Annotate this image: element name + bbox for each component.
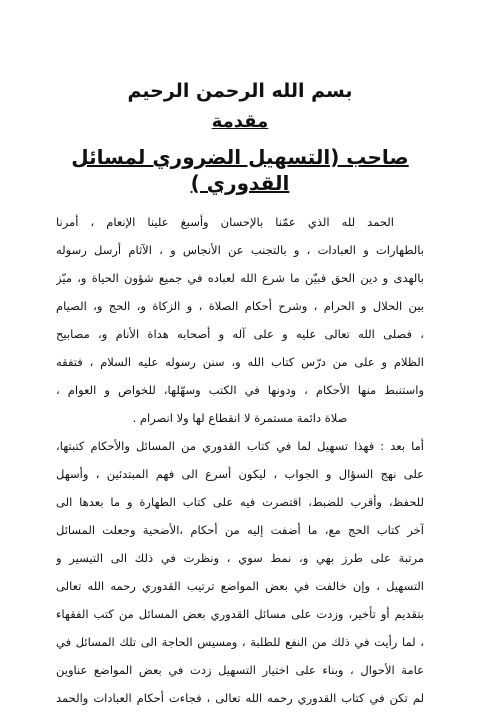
- body-line: بالهدى و دين الحق فبيّن ما شرع الله لعباده في جميع شؤون الحياة و، ميّز: [56, 271, 424, 285]
- body-line: صلاة دائمة مستمرة لا انقطاع لها ولا انصرام .: [132, 411, 348, 425]
- body-line: الظلام و على من درّس كتاب الله و، سنن رسوله عليه السلام ، فتفقه: [56, 355, 424, 369]
- body-line: عامة الأحوال ، وبناء على اختيار التسهيل زدت في بعض المواضع عناوين: [56, 663, 424, 677]
- body-line: ، لما رأيت في ذلك من النفع للطلبة ، ومسيس الحاجة الى تلك المسائل في: [56, 635, 424, 649]
- body-line: ، فصلى الله تعالى عليه و على آله و أصحابه هداة الأنام و، مصابيح: [56, 327, 424, 341]
- body-line: لم تكن في كتاب القدوري رحمه الله تعالى ، فجاءت أحكام العبادات والحمد: [56, 691, 424, 705]
- body-line: أما بعد : فهذا تسهيل لما في كتاب القدوري من المسائل والأحكام كتبتها،: [56, 439, 424, 453]
- body-line: بتقديم أو تأخير، وزدت على مسائل القدوري بعض المسائل من كتب الفقهاء: [56, 607, 424, 621]
- body-line: واستنبط منها الأحكام ، ودونها في الكتب وسهّلها، للخواص و العوام ،: [56, 383, 424, 397]
- body-line: على نهج السؤال و الجواب ، ليكون أسرع الى فهم المبتدئين ، وأسهل: [56, 467, 424, 481]
- body-line: آخر كتاب الحج مع، ما أضفت إليه من أحكام ،الأضحية وجعلت المسائل: [56, 523, 424, 537]
- body-line: للحفظ، وأقرب للضبط، اقتصرت فيه على كتاب الطهارة و ما بعدها الى: [56, 495, 424, 509]
- body-line: الحمد لله الذي عمّنا بالإحسان وأسبغ علينا الإنعام ، أمرنا: [56, 215, 394, 229]
- body-line: مرتبة على طرز بهي و، نمط سوي ، ونظرت في ذلك الى التيسير و: [56, 551, 424, 565]
- book-title: صاحب (التسهيل الضروري لمسائل القدوري ): [71, 145, 409, 195]
- body-text: [56, 208, 424, 712]
- introduction-heading: مقدمة: [211, 111, 269, 132]
- body-line: بين الحلال و الحرام ، وشرح أحكام الصلاة ، و الزكاة و، الحج و، الصيام: [56, 299, 424, 313]
- basmala: بسم الله الرحمن الرحيم: [127, 80, 353, 102]
- body-line: بالطهارات و العبادات ، و بالتجنب عن الأنجاس و ، الآثام أرسل رسوله: [56, 243, 424, 257]
- body-line: التسهيل ، وإن خالفت في بعض المواضع ترتيب القدوري رحمه الله تعالى: [56, 579, 424, 593]
